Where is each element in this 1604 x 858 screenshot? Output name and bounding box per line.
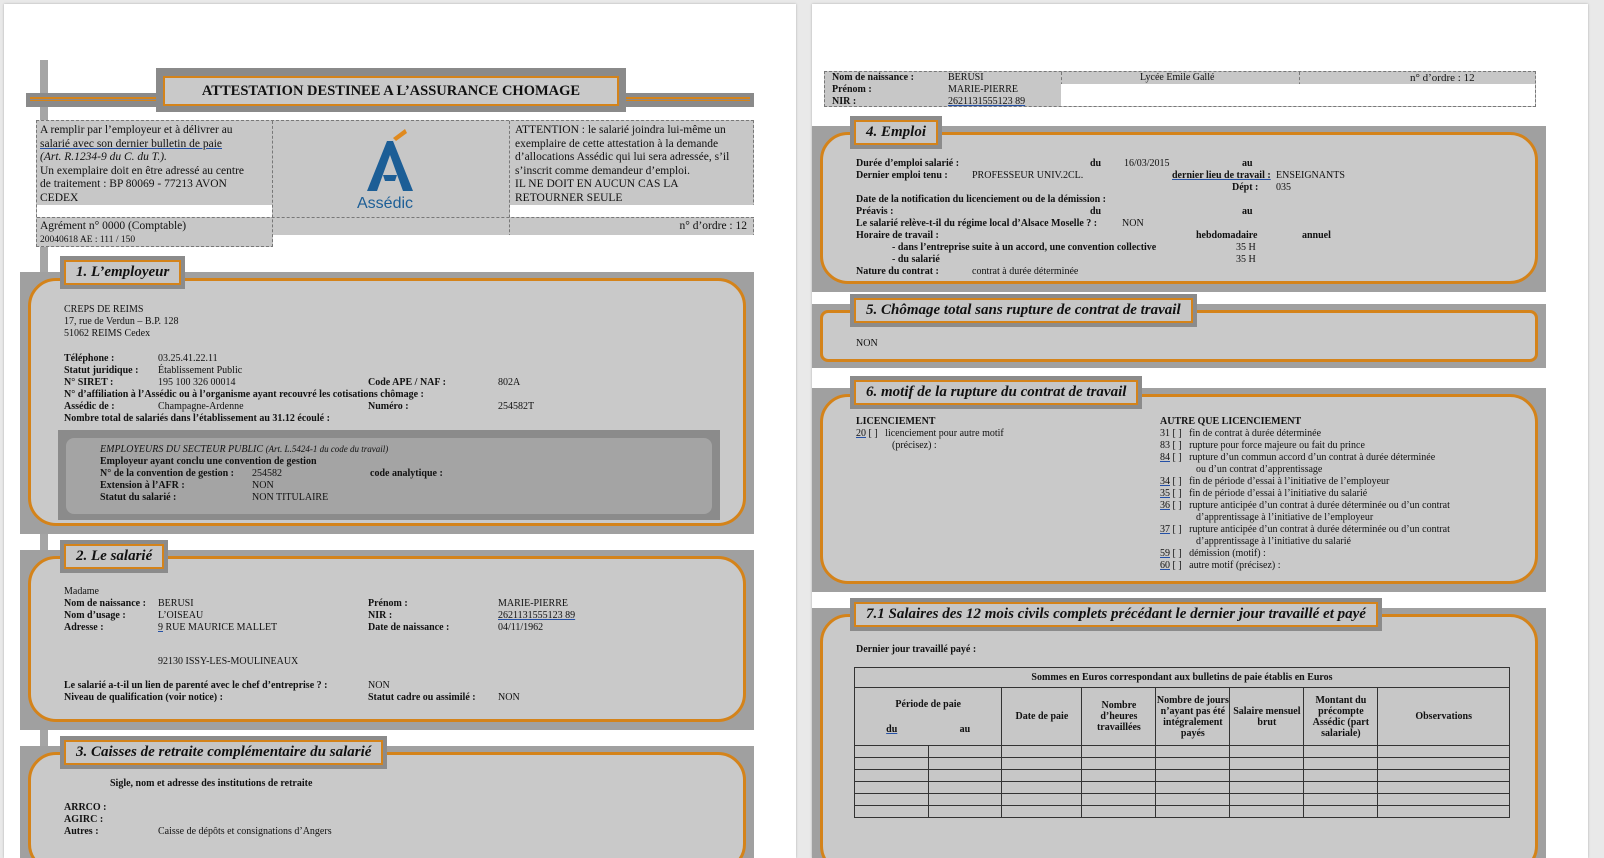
motif-60[interactable]: 60 [ ] autre motif (précisez) :	[1160, 560, 1281, 571]
table-row	[855, 758, 1510, 770]
section-6-tab: 6. motif de la rupture du contrat de travail	[850, 376, 1142, 409]
assedic-logo-icon	[359, 129, 419, 193]
p2-nir-label: NIR :	[832, 96, 857, 107]
table-row	[855, 794, 1510, 806]
table-row	[855, 770, 1510, 782]
nir-value: 2621131555123 89	[498, 610, 576, 621]
duree-du-value: 16/03/2015	[1124, 158, 1170, 169]
ape-value: 802A	[498, 377, 521, 388]
lieu-label: dernier lieu de travail :	[1172, 170, 1271, 181]
dernier-emploi-value: PROFESSEUR UNIV.2CL.	[972, 170, 1084, 181]
motif-37[interactable]: 37 [ ] rupture anticipée d’un contrat à durée déterminée ou d’un contrat	[1160, 524, 1450, 535]
p2-nir-value: 2621131555123 89	[948, 96, 1026, 107]
page-2	[812, 4, 1588, 858]
qualification-label: Niveau de qualification (voir notice) :	[64, 692, 223, 703]
p2-ordre: n° d’ordre : 12	[1410, 72, 1475, 84]
preavis-label: Préavis :	[856, 206, 894, 217]
logo-text: Assédic	[357, 195, 414, 212]
duree-au: au	[1242, 158, 1253, 169]
motif-84[interactable]: 84 [ ] rupture d’un commun accord d’un contrat à durée déterminée	[1160, 452, 1436, 463]
autres-label: Autres :	[64, 826, 99, 837]
table-row	[855, 806, 1510, 818]
p2-nom-label: Nom de naissance :	[832, 72, 914, 83]
table-row	[855, 782, 1510, 794]
numero-label: Numéro :	[368, 401, 409, 412]
siret-label: N° SIRET :	[64, 377, 114, 388]
tel-label: Téléphone :	[64, 353, 115, 364]
retraite-sigle: Sigle, nom et adresse des institutions de retraite	[110, 778, 313, 789]
table-row	[855, 746, 1510, 758]
naissance-value: 04/11/1962	[498, 622, 544, 633]
nom-value: BERUSI	[158, 598, 194, 609]
col-heures: Nombre d’heures travaillées	[1082, 688, 1156, 746]
agrement: Agrément n° 0000 (Comptable)	[40, 220, 187, 232]
prenom-label: Prénom :	[368, 598, 408, 609]
numero-value: 254582T	[498, 401, 535, 412]
col-periode: Période de paie du au	[855, 688, 1002, 746]
convention-label: N° de la convention de gestion :	[100, 468, 234, 479]
motif-36-line2: d’apprentissage à l’initiative de l’employeur	[1196, 512, 1374, 523]
licenciement-heading: LICENCIEMENT	[856, 416, 936, 427]
agirc-label: AGIRC :	[64, 814, 104, 825]
ordre-number: n° d’ordre : 12	[679, 220, 747, 232]
statut-label: Statut juridique :	[64, 365, 139, 376]
employer-addr2: 51062 REIMS Cedex	[64, 328, 151, 339]
nature-label: Nature du contrat :	[856, 266, 939, 277]
prenom-value: MARIE-PIERRE	[498, 598, 568, 609]
duree-label: Durée d’emploi salarié :	[856, 158, 960, 169]
moselle-value: NON	[1122, 218, 1144, 229]
section-5-tab: 5. Chômage total sans rupture de contrat de travail	[850, 294, 1197, 327]
duree-du: du	[1090, 158, 1102, 169]
assedic-label: Assédic de :	[64, 401, 115, 412]
section-7-1-tab: 7.1 Salaires des 12 mois civils complets précédant le dernier jour travaillé et payé	[850, 598, 1382, 631]
motif-31[interactable]: 31 [ ] fin de contrat à durée déterminée	[1160, 428, 1322, 439]
logo-area	[273, 121, 509, 217]
autre-heading: AUTRE QUE LICENCIEMENT	[1160, 416, 1302, 427]
usage-value: L’OISEAU	[158, 610, 204, 621]
salary-table-caption: Sommes en Euros correspondant aux bulletins de paie établis en Euros	[855, 668, 1510, 688]
notification-label: Date de la notification du licenciement ou de la démission :	[856, 194, 1106, 205]
header-right-text: ATTENTION : le salarié joindra lui-même un exemplaire de cette attestation à la demande d’allocations Assédic qui lui sera adressée, s’il s’inscrit comme demandeur d’emploi. IL NE DOIT EN AUCUN CAS LA RETOURNER SEULE	[515, 124, 730, 204]
adresse-label: Adresse :	[64, 622, 104, 633]
motif-83[interactable]: 83 [ ] rupture pour force majeure ou fait du prince	[1160, 440, 1365, 451]
doc-title: ATTESTATION DESTINEE A L’ASSURANCE CHOMAGE	[163, 76, 619, 106]
ape-label: Code APE / NAF :	[368, 377, 446, 388]
adresse-value: 9 RUE MAURICE MALLET	[158, 622, 278, 633]
horaire-salarie-value: 35 H	[1236, 254, 1256, 265]
nir-label: NIR :	[368, 610, 393, 621]
section-4-tab: 4. Emploi	[850, 116, 942, 149]
afr-label: Extension à l’AFR :	[100, 480, 185, 491]
statut-value: Établissement Public	[158, 365, 243, 376]
motif-37-line2: d’apprentissage à l’initiative du salarié	[1196, 536, 1351, 547]
nature-value: contrat à durée déterminée	[972, 266, 1079, 277]
motif-36[interactable]: 36 [ ] rupture anticipée d’un contrat à durée déterminée ou d’un contrat	[1160, 500, 1450, 511]
col-observations: Observations	[1378, 688, 1510, 746]
chomage-value: NON	[856, 338, 878, 349]
col-jours: Nombre de jours n’ayant pas été intégralement payés	[1156, 688, 1230, 746]
parente-value: NON	[368, 680, 390, 691]
civilite: Madame	[64, 586, 99, 597]
motif-84-line2: ou d’un contrat d’apprentissage	[1196, 464, 1323, 475]
p2-prenom-label: Prénom :	[832, 84, 872, 95]
moselle-label: Le salarié relève-t-il du régime local d’Alsace Moselle ? :	[856, 218, 1098, 229]
header-left-text: A remplir par l’employeur et à délivrer au salarié avec son dernier bulletin de paie (Art. R.1234-9 du C. du T.). Un exemplaire doit en être adressé au centre de traitement : BP 80069 - 77213 AVON CEDEX	[40, 124, 245, 204]
affiliation-label: N° d’affiliation à l’Assédic ou à l’organisme ayant recouvré les cotisations chômage :	[64, 389, 424, 400]
autres-value: Caisse de dépôts et consignations d’Angers	[158, 826, 332, 837]
lieu-value: ENSEIGNANTS	[1276, 170, 1345, 181]
motif-20-precisez: (précisez) :	[892, 440, 937, 451]
statut-salarie-value: NON TITULAIRE	[252, 492, 329, 503]
cadre-value: NON	[498, 692, 520, 703]
dernier-jour-label: Dernier jour travaillé payé :	[856, 644, 977, 655]
public-sector-title: EMPLOYEURS DU SECTEUR PUBLIC (Art. L.5424-1 du code du travail)	[100, 444, 389, 455]
horaire-entreprise-label: - dans l’entreprise suite à un accord, une convention collective	[892, 242, 1157, 253]
col-precompte: Montant du précompte Assédic (part salariale)	[1304, 688, 1378, 746]
motif-59[interactable]: 59 [ ] démission (motif) :	[1160, 548, 1266, 559]
lycee: Lycée Emile Gallé	[1140, 72, 1215, 83]
p2-nom-value: BERUSI	[948, 72, 984, 83]
employer-addr1: 17, rue de Verdun – B.P. 128	[64, 316, 179, 327]
salary-table	[854, 667, 1510, 818]
employer-name: CREPS DE REIMS	[64, 304, 144, 315]
horaire-salarie-label: - du salarié	[892, 254, 940, 265]
section-3-tab: 3. Caisses de retraite complémentaire du salarié	[60, 736, 387, 769]
ville-value: 92130 ISSY-LES-MOULINEAUX	[158, 656, 299, 667]
public-sector-line: Employeur ayant conclu une convention de gestion	[100, 456, 317, 467]
statut-salarie-label: Statut du salarié :	[100, 492, 177, 503]
col-salaire: Salaire mensuel brut	[1230, 688, 1304, 746]
agrement-id: 20040618 AE : 111 / 150	[40, 235, 136, 245]
siret-value: 195 100 326 00014	[158, 377, 236, 388]
nom-label: Nom de naissance :	[64, 598, 146, 609]
horaire-label: Horaire de travail :	[856, 230, 939, 241]
assedic-value: Champagne-Ardenne	[158, 401, 244, 412]
motif-20[interactable]: 20 [ ] licenciement pour autre motif	[856, 428, 1004, 439]
usage-label: Nom d’usage :	[64, 610, 126, 621]
horaire-entreprise-value: 35 H	[1236, 242, 1256, 253]
page-1	[4, 4, 796, 858]
total-salaries-label: Nombre total de salariés dans l’établissement au 31.12 écoulé :	[64, 413, 330, 424]
motif-35[interactable]: 35 [ ] fin de période d’essai à l’initiative du salarié	[1160, 488, 1368, 499]
dept-label: Dépt :	[1232, 182, 1259, 193]
cadre-label: Statut cadre ou assimilé :	[368, 692, 476, 703]
motif-34[interactable]: 34 [ ] fin de période d’essai à l’initiative de l’employeur	[1160, 476, 1390, 487]
naissance-label: Date de naissance :	[368, 622, 450, 633]
convention-value: 254582	[252, 468, 282, 479]
annuel-label: annuel	[1302, 230, 1331, 241]
analytique-label: code analytique :	[370, 468, 443, 479]
col-date-paie: Date de paie	[1002, 688, 1082, 746]
tel-value: 03.25.41.22.11	[158, 353, 218, 364]
header-block	[36, 120, 754, 247]
hebdo-label: hebdomadaire	[1196, 230, 1258, 241]
section-1-tab: 1. L’employeur	[60, 256, 185, 289]
parente-label: Le salarié a-t-il un lien de parenté avec le chef d’entreprise ? :	[64, 680, 328, 691]
afr-value: NON	[252, 480, 274, 491]
arrco-label: ARRCO :	[64, 802, 107, 813]
dept-value: 035	[1276, 182, 1291, 193]
preavis-au: au	[1242, 206, 1253, 217]
dernier-emploi-label: Dernier emploi tenu :	[856, 170, 948, 181]
section-2-tab: 2. Le salarié	[60, 540, 168, 573]
p2-prenom-value: MARIE-PIERRE	[948, 84, 1018, 95]
preavis-du: du	[1090, 206, 1102, 217]
